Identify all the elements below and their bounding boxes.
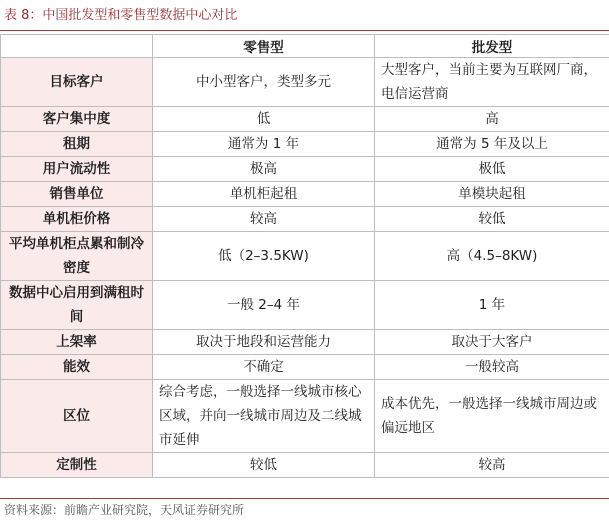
- row-label: 用户流动性: [1, 157, 153, 182]
- wholesale-cell: 1 年: [375, 281, 609, 330]
- table-row: [1, 330, 609, 355]
- wholesale-cell: 极低: [375, 157, 609, 182]
- wholesale-cell: 大型客户，当前主要为互联网厂商，电信运营商: [375, 58, 609, 107]
- row-label: 上架率: [1, 330, 153, 355]
- retail-cell: 中小型客户，类型多元: [153, 58, 375, 107]
- header-retail: 零售型: [153, 35, 375, 58]
- row-label: 客户集中度: [1, 107, 153, 132]
- table-header-row: [1, 35, 609, 58]
- table-row: [1, 232, 609, 281]
- table-row: [1, 380, 609, 453]
- source-divider: [0, 498, 609, 499]
- wholesale-cell: 一般较高: [375, 355, 609, 380]
- table-row: [1, 132, 609, 157]
- table-caption: 表 8：中国批发型和零售型数据中心对比: [4, 8, 238, 23]
- caption-divider: [0, 30, 609, 31]
- wholesale-cell: 成本优先，一般选择一线城市周边或偏远地区: [375, 380, 609, 453]
- retail-cell: 极高: [153, 157, 375, 182]
- retail-cell: 单机柜起租: [153, 182, 375, 207]
- row-label: 平均单机柜点累和制冷密度: [1, 232, 153, 281]
- row-label: 租期: [1, 132, 153, 157]
- wholesale-cell: 取决于大客户: [375, 330, 609, 355]
- retail-cell: 较高: [153, 207, 375, 232]
- row-label: 定制性: [1, 453, 153, 478]
- wholesale-cell: 通常为 5 年及以上: [375, 132, 609, 157]
- retail-cell: 通常为 1 年: [153, 132, 375, 157]
- retail-cell: 较低: [153, 453, 375, 478]
- table-row: [1, 453, 609, 478]
- retail-cell: 一般 2–4 年: [153, 281, 375, 330]
- row-label: 能效: [1, 355, 153, 380]
- wholesale-cell: 单模块起租: [375, 182, 609, 207]
- row-label: 目标客户: [1, 58, 153, 107]
- wholesale-cell: 较高: [375, 453, 609, 478]
- table-row: [1, 355, 609, 380]
- header-empty-cell: [1, 35, 153, 58]
- table-row: [1, 58, 609, 107]
- retail-cell: 取决于地段和运营能力: [153, 330, 375, 355]
- wholesale-cell: 高: [375, 107, 609, 132]
- table-row: [1, 281, 609, 330]
- row-label: 区位: [1, 380, 153, 453]
- table-row: [1, 207, 609, 232]
- wholesale-cell: 高（4.5–8KW): [375, 232, 609, 281]
- table-row: [1, 107, 609, 132]
- retail-cell: 不确定: [153, 355, 375, 380]
- table-row: [1, 157, 609, 182]
- row-label: 销售单位: [1, 182, 153, 207]
- header-wholesale: 批发型: [375, 35, 609, 58]
- retail-cell: 低: [153, 107, 375, 132]
- retail-cell: 综合考虑，一般选择一线城市核心区域，并向一线城市周边及二线城市延伸: [153, 380, 375, 453]
- row-label: 数据中心启用到满租时间: [1, 281, 153, 330]
- wholesale-cell: 较低: [375, 207, 609, 232]
- comparison-table: [0, 34, 609, 478]
- table-row: [1, 182, 609, 207]
- source-note: 资料来源：前瞻产业研究院，天风证券研究所: [4, 503, 245, 517]
- retail-cell: 低（2–3.5KW): [153, 232, 375, 281]
- row-label: 单机柜价格: [1, 207, 153, 232]
